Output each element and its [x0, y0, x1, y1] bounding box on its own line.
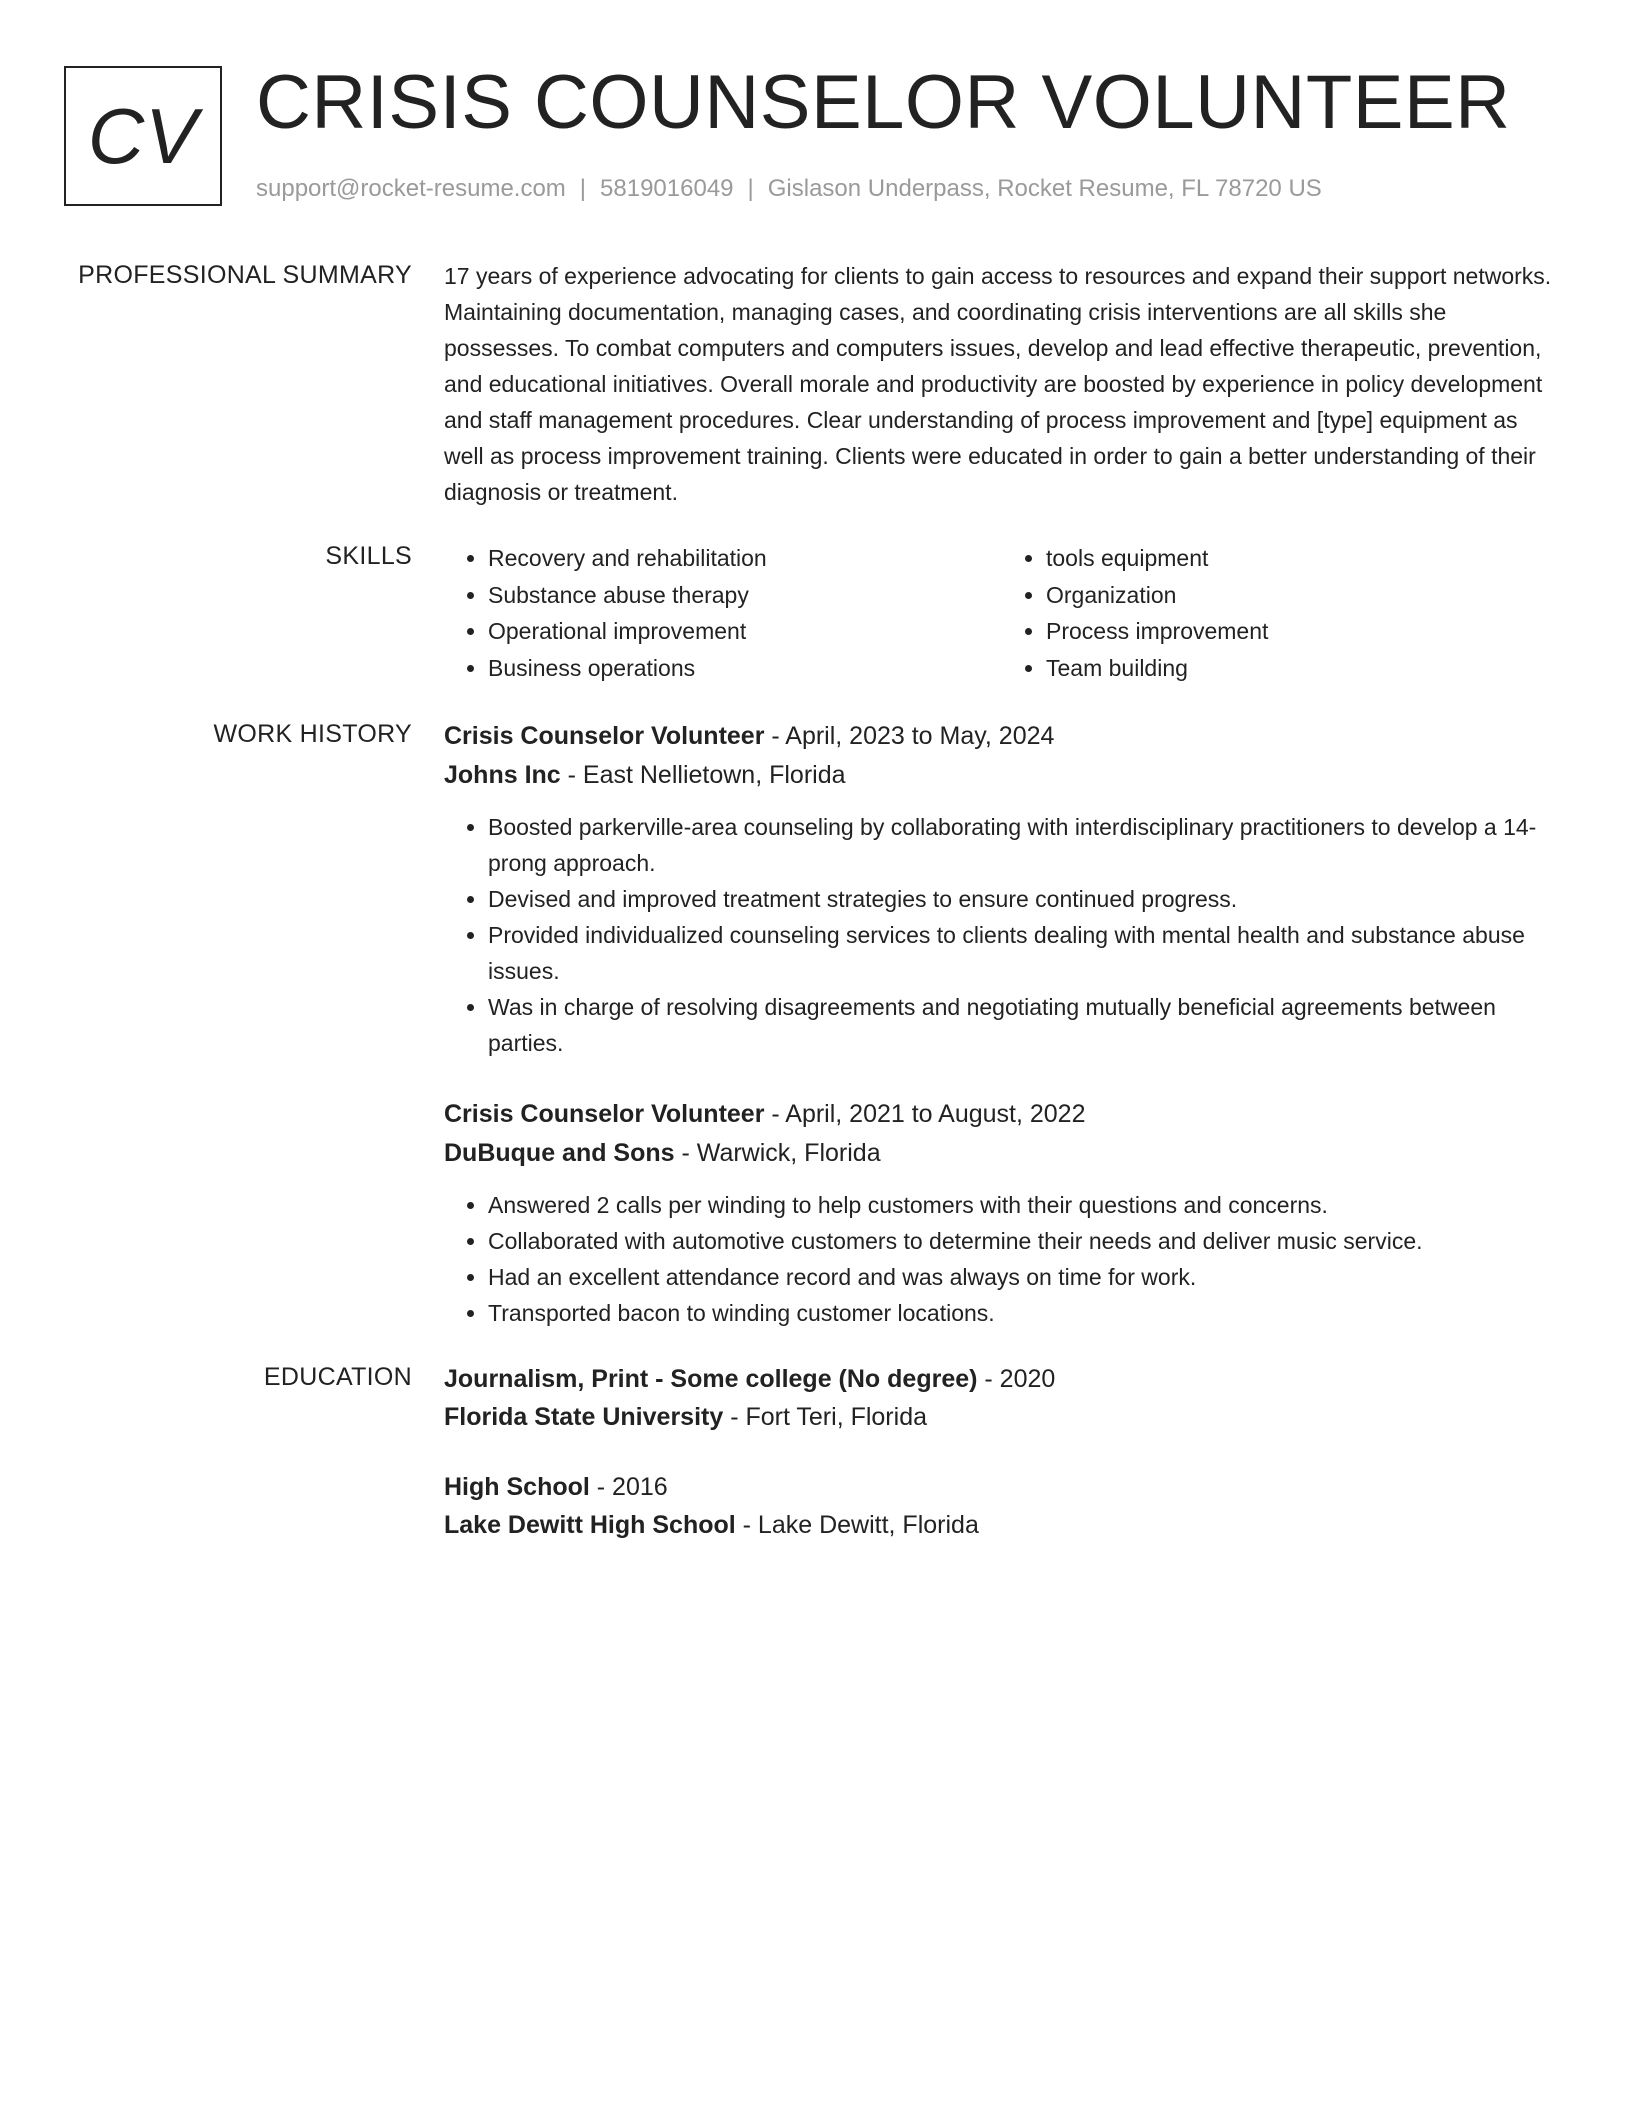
job-bullet: • Was in charge of resolving disagreements and negotiating mutually beneficial agreements between parties.	[488, 989, 1560, 1061]
skill-item: • tools equipment	[1046, 540, 1560, 577]
job-dates: - April, 2021 to August, 2022	[764, 1100, 1086, 1128]
education-location: - Fort Teri, Florida	[723, 1403, 927, 1431]
job-company: Johns Inc	[444, 761, 561, 789]
monogram-logo: CV	[64, 66, 222, 206]
education-school-line	[444, 1506, 1560, 1544]
summary-heading: PROFESSIONAL SUMMARY	[78, 261, 412, 289]
job-bullet: • Devised and improved treatment strategies to ensure continued progress.	[488, 881, 1560, 917]
education-school: Florida State University	[444, 1403, 724, 1431]
skill-item: • Process improvement	[1046, 613, 1560, 650]
education-entry	[444, 1468, 1560, 1544]
work-history-heading: WORK HISTORY	[213, 720, 412, 748]
education-school: Lake Dewitt High School	[444, 1511, 736, 1539]
job-title: Crisis Counselor Volunteer	[444, 1100, 765, 1128]
job-entry	[444, 717, 1560, 1061]
page-title: CRISIS COUNSELOR VOLUNTEER	[256, 60, 1511, 145]
summary-text: 17 years of experience advocating for clients to gain access to resources and expand their support networks. Maintaining documentation, managing cases, and coordinating crisis interventions are all skills she possesses. To combat computers and computers issues, develop and lead effective therapeutic, prevention, and educational initiatives. Overall morale and productivity are boosted by experience in policy development and staff management procedures. Clear understanding of process improvement and [type] equipment as well as process improvement training. Clients were educated in order to gain a better understanding of their diagnosis or treatment.	[444, 263, 1552, 505]
job-bullet: • Answered 2 calls per winding to help customers with their questions and concerns.	[488, 1187, 1560, 1223]
job-dates: - April, 2023 to May, 2024	[764, 722, 1055, 750]
job-title-line	[444, 717, 1560, 755]
education-degree: Journalism, Print - Some college (No degree)	[444, 1365, 978, 1393]
skill-item: • Operational improvement	[488, 613, 1002, 650]
skill-item: • Recovery and rehabilitation	[488, 540, 1002, 577]
job-company: DuBuque and Sons	[444, 1139, 675, 1167]
skills-heading: SKILLS	[325, 542, 412, 570]
contact-email[interactable]: support@rocket-resume.com	[256, 175, 566, 202]
job-title-line	[444, 1095, 1560, 1133]
skills-list-right	[1002, 540, 1560, 686]
education-degree-line	[444, 1468, 1560, 1506]
job-bullet: • Transported bacon to winding customer locations.	[488, 1295, 1560, 1331]
job-location: - Warwick, Florida	[674, 1139, 881, 1167]
work-history-body	[444, 717, 1560, 1331]
contact-line	[256, 174, 1322, 204]
education-entry	[444, 1360, 1560, 1436]
job-company-line	[444, 755, 1560, 795]
job-title: Crisis Counselor Volunteer	[444, 722, 765, 750]
education-degree: High School	[444, 1473, 590, 1501]
skills-body	[444, 540, 1560, 686]
education-heading: EDUCATION	[263, 1363, 412, 1391]
education-school-line	[444, 1398, 1560, 1436]
education-degree-line	[444, 1360, 1560, 1398]
skill-item: • Substance abuse therapy	[488, 577, 1002, 614]
summary-body	[444, 258, 1560, 510]
contact-phone[interactable]: 5819016049	[600, 175, 734, 202]
education-year: - 2020	[977, 1365, 1056, 1393]
education-body	[444, 1360, 1560, 1544]
job-bullet: • Provided individualized counseling services to clients dealing with mental health and substance abuse issues.	[488, 917, 1560, 989]
contact-separator: |	[747, 175, 754, 202]
skill-item: • Organization	[1046, 577, 1560, 614]
contact-separator: |	[579, 175, 587, 202]
job-bullet: • Collaborated with automotive customers to determine their needs and deliver music service.	[488, 1223, 1560, 1259]
job-bullet: • Had an excellent attendance record and was always on time for work.	[488, 1259, 1560, 1295]
contact-address: Gislason Underpass, Rocket Resume, FL 78720 US	[767, 175, 1322, 202]
skill-item: • Business operations	[488, 650, 1002, 687]
education-year: - 2016	[589, 1473, 668, 1501]
job-bullet: • Boosted parkerville-area counseling by collaborating with interdisciplinary practitioners to develop a 14-prong approach.	[488, 809, 1560, 881]
job-location: - East Nellietown, Florida	[560, 761, 846, 789]
job-bullets	[444, 1187, 1560, 1331]
job-bullets	[444, 809, 1560, 1061]
job-entry	[444, 1095, 1560, 1331]
job-company-line	[444, 1133, 1560, 1173]
education-location: - Lake Dewitt, Florida	[735, 1511, 979, 1539]
skill-item: • Team building	[1046, 650, 1560, 687]
skills-list-left	[444, 540, 1002, 686]
